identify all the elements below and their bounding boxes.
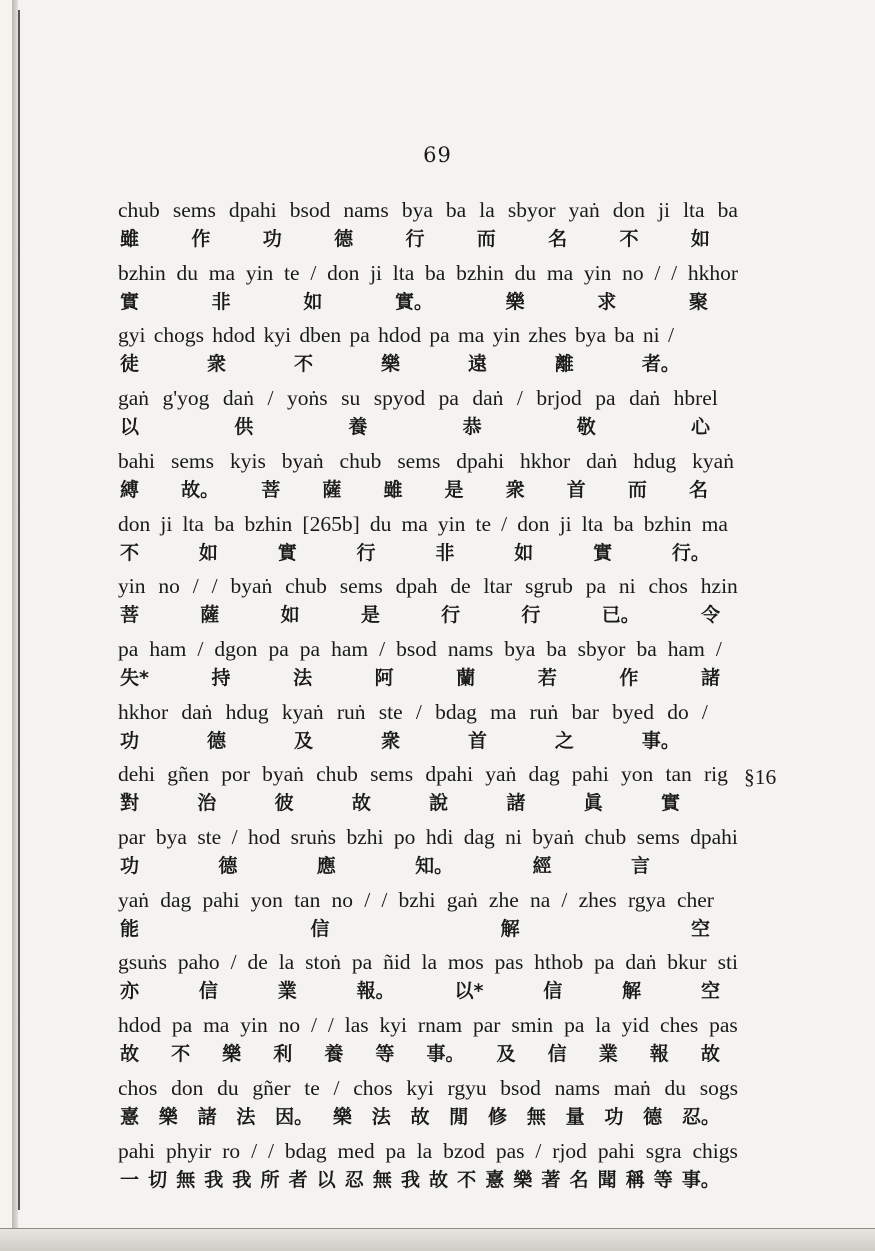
- section-mark: §16: [744, 765, 777, 789]
- chinese-gloss-line: 亦 信 業 報。 以* 信 解 空: [120, 980, 720, 1003]
- chinese-gloss-line: 功 德 應 知。 經 言: [120, 855, 650, 877]
- page-bottom-edge: [0, 1228, 875, 1251]
- transliteration-line: gyi chogs hdod kyi dben pa hdod pa ma yin zhes bya ba ni /: [118, 323, 674, 348]
- transliteration-line: bahi sems kyis byaṅ chub sems dpahi hkhor daṅ hdug kyaṅ: [118, 448, 734, 473]
- chinese-gloss-line: 不 如 實 行 非 如 實 行。: [120, 541, 710, 564]
- chinese-gloss-line: 菩 薩 如 是 行 行 已。 令: [120, 604, 720, 627]
- chinese-gloss-line: 能 信 解 空: [120, 917, 710, 940]
- transliteration-line: bzhin du ma yin te / don ji lta ba bzhin du ma yin no / / hkhor: [118, 260, 738, 285]
- transliteration-line: don ji lta ba bzhin [265b] du ma yin te / don ji lta ba bzhin ma: [118, 511, 728, 536]
- transliteration-line: par bya ste / hod sruṅs bzhi po hdi dag ni byaṅ chub sems dpahi: [118, 825, 738, 849]
- chinese-gloss-line: 雖 作 功 德 行 而 名 不 如: [120, 228, 710, 250]
- transliteration-line: hdod pa ma yin no / / las kyi rnam par smin pa la yid ches pas: [118, 1013, 738, 1038]
- chinese-gloss-line: 徒 衆 不 樂 遠 離 者。: [120, 353, 680, 376]
- transliteration-line: chos don du gñer te / chos kyi rgyu bsod nams maṅ du sogs: [118, 1075, 738, 1100]
- chinese-gloss-line: 對 治 彼 故 說 諸 眞 實: [120, 792, 680, 815]
- transliteration-line: gsuṅs paho / de la stoṅ pa ñid la mos pas hthob pa daṅ bkur sti: [118, 950, 738, 975]
- transliteration-line: pahi phyir ro / / bdag med pa la bzod pas / rjod pahi sgra chigs: [118, 1138, 738, 1163]
- chinese-gloss-line: 失* 持 法 阿 蘭 若 作 諸: [120, 666, 720, 689]
- chinese-gloss-line: 故 不 樂 利 養 等 事。 及 信 業 報 故: [120, 1043, 720, 1066]
- transliteration-line: pa ham / dgon pa pa ham / bsod nams bya ba sbyor ba ham /: [118, 636, 722, 661]
- transliteration-line: dehi gñen por byaṅ chub sems dpahi yaṅ dag pahi yon tan rig: [118, 762, 728, 787]
- chinese-gloss-line: 憙 樂 諸 法 因。 樂 法 故 閒 修 無 量 功 德 忍。: [120, 1105, 720, 1128]
- transliteration-line: hkhor daṅ hdug kyaṅ ruṅ ste / bdag ma ruṅ bar byed do /: [118, 699, 708, 724]
- transliteration-line: yin no / / byaṅ chub sems dpah de ltar sgrub pa ni chos hzin: [118, 574, 738, 599]
- chinese-gloss-line: 以 供 養 恭 敬 心: [120, 416, 710, 439]
- transliteration-line: gaṅ g'yog daṅ / yoṅs su spyod pa daṅ / brjod pa daṅ hbrel: [118, 386, 718, 411]
- chinese-gloss-line: 一 切 無 我 我 所 者 以 忍 無 我 故 不 憙 樂 著 名 聞 稱 等 事。: [120, 1168, 720, 1191]
- transliteration-line: yaṅ dag pahi yon tan no / / bzhi gaṅ zhe na / zhes rgya cher: [118, 887, 714, 912]
- chinese-gloss-line: 縛 故。 菩 薩 雖 是 衆 首 而 名: [120, 478, 708, 501]
- chinese-gloss-line: 實 非 如 實。 樂 求 聚: [120, 290, 708, 313]
- chinese-gloss-line: 功 德 及 衆 首 之 事。: [120, 729, 680, 752]
- page-number: 69: [423, 143, 452, 167]
- gutter-line: [18, 10, 20, 1210]
- transliteration-line: chub sems dpahi bsod nams bya ba la sbyor yaṅ don ji lta ba: [118, 198, 738, 222]
